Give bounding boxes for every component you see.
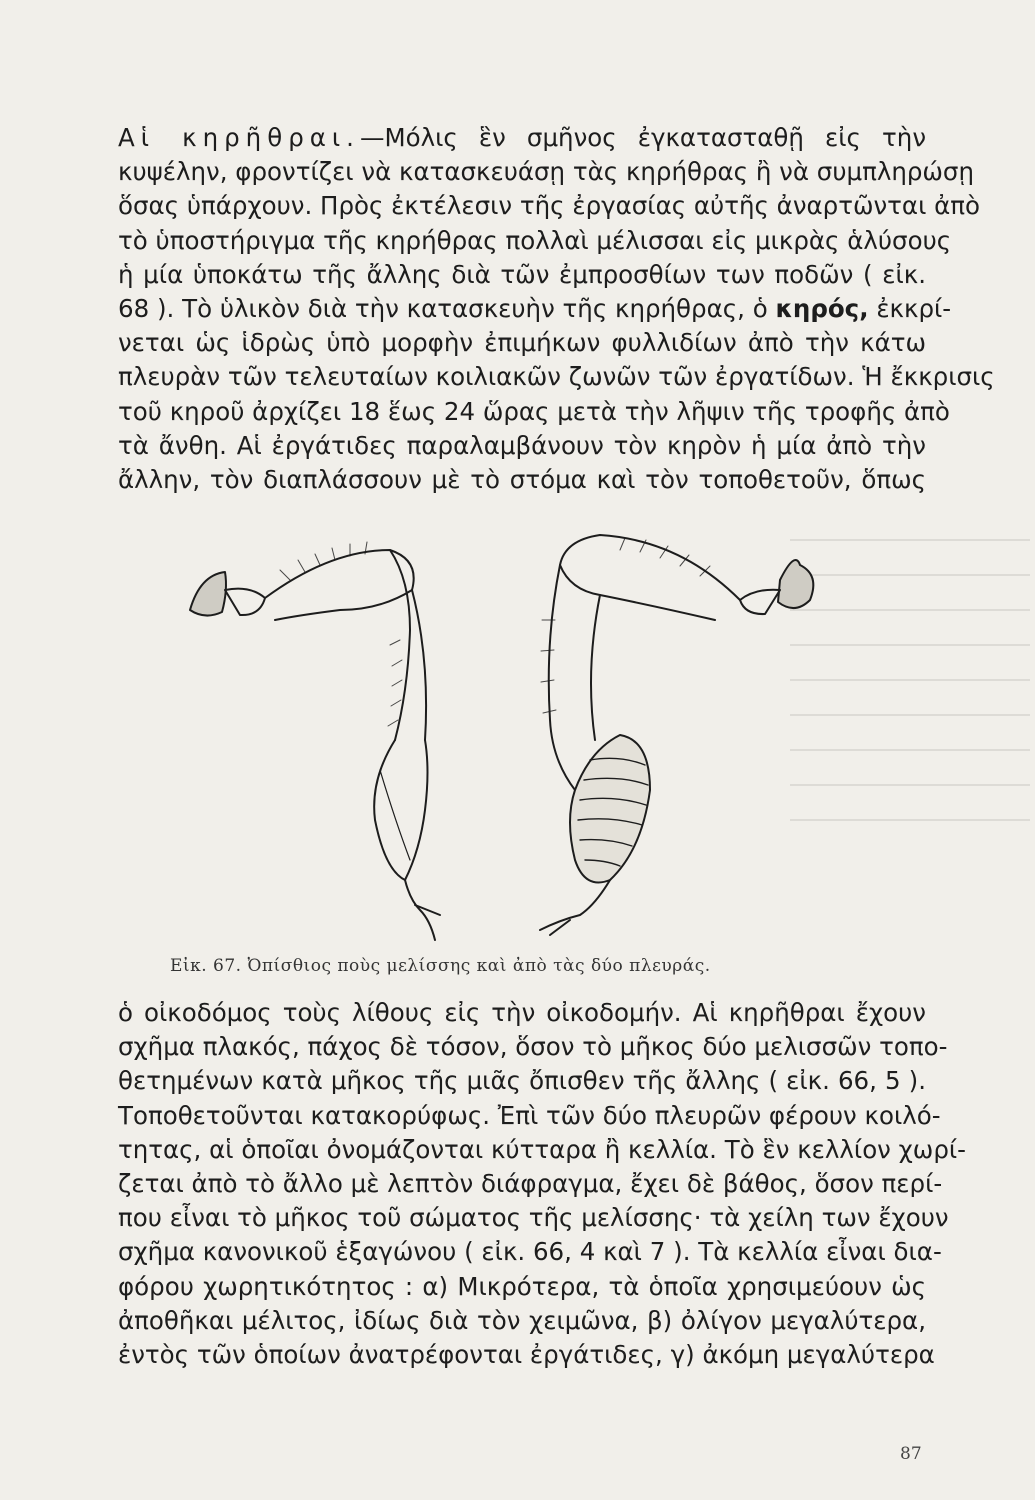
- text-line: ἀποθῆκαι μέλιτος, ἰδίως διὰ τὸν χειμῶνα, β) ὀλίγον μεγαλύτερα,: [118, 1305, 926, 1335]
- paragraph-top: [118, 121, 995, 497]
- paragraph-bottom: [118, 996, 967, 1372]
- right-leg-drawing: [540, 535, 813, 935]
- text-line: κυψέλην, φροντίζει νὰ κατασκευάσῃ τὰς κηρήθρας ἢ νὰ συμπληρώσῃ: [118, 157, 974, 187]
- text-line: Τοποθετοῦνται κατακορύφως. Ἐπὶ τῶν δύο πλευρῶν φέρουν κοιλό-: [118, 1100, 941, 1130]
- left-leg-drawing: [190, 542, 440, 940]
- text-line: φόρου χωρητικότητος : α) Μικρότερα, τὰ ὁποῖα χρησιμεύουν ὡς: [118, 1271, 926, 1301]
- text-line: ἡ μία ὑποκάτω τῆς ἄλλης διὰ τῶν ἐμπροσθίων των ποδῶν ( εἰκ.: [118, 259, 926, 289]
- text-line: που εἶναι τὸ μῆκος τοῦ σώματος τῆς μελίσσης· τὰ χείλη των ἔχουν: [118, 1203, 949, 1233]
- text-line: θετημένων κατὰ μῆκος τῆς μιᾶς ὄπισθεν τῆς ἄλλης ( εἰκ. 66, 5 ).: [118, 1066, 926, 1096]
- text-line: 68 ). Τὸ ὑλικὸν διὰ τὴν κατασκευὴν τῆς κηρήθρας, ὁ κηρός, ἐκκρί-: [118, 294, 952, 324]
- text-line: νεται ὡς ἱδρὼς ὑπὸ μορφὴν ἐπιμήκων φυλλιδίων ἀπὸ τὴν κάτω: [118, 328, 926, 358]
- text-line: τοῦ κηροῦ ἀρχίζει 18 ἕως 24 ὥρας μετὰ τὴν λῆψιν τῆς τροφῆς ἀπὸ: [118, 396, 950, 426]
- text-line: τητας, αἱ ὁποῖαι ὀνομάζονται κύτταρα ἢ κελλία. Τὸ ἓν κελλίον χωρί-: [118, 1134, 967, 1164]
- figure-caption: Εἰκ. 67. Ὀπίσθιος ποὺς μελίσσης καὶ ἀπὸ τὰς δύο πλευράς.: [170, 956, 711, 976]
- text-line: ὁ οἰκοδόμος τοὺς λίθους εἰς τὴν οἰκοδομήν. Αἱ κηρῆθραι ἔχουν: [118, 998, 926, 1027]
- text-line: τὰ ἄνθη. Αἱ ἐργάτιδες παραλαμβάνουν τὸν κηρὸν ἡ μία ἀπὸ τὴν: [118, 430, 926, 460]
- text-line: ζεται ἀπὸ τὸ ἄλλο μὲ λεπτὸν διάφραγμα, ἔχει δὲ βάθος, ὅσον περί-: [118, 1169, 943, 1199]
- text-line: τὸ ὑποστήριγμα τῆς κηρήθρας πολλαὶ μέλισσαι εἰς μικρὰς ἁλύσους: [118, 225, 952, 255]
- text-line: ἐντὸς τῶν ὁποίων ἀνατρέφονται ἐργάτιδες, γ) ἀκόμη μεγαλύτερα: [118, 1340, 935, 1370]
- text-line: Αἱ κηρῆθραι.—Μόλις ἓν σμῆνος ἐγκατασταθῇ εἰς τὴν: [118, 123, 927, 152]
- bee-leg-figure: [180, 520, 840, 950]
- text-line: ἄλλην, τὸν διαπλάσσουν μὲ τὸ στόμα καὶ τὸν τοποθετοῦν, ὅπως: [118, 465, 926, 495]
- text-line: σχῆμα πλακός, πάχος δὲ τόσον, ὅσον τὸ μῆκος δύο μελισσῶν τοπο-: [118, 1032, 948, 1062]
- text-line: ὅσας ὑπάρχουν. Πρὸς ἐκτέλεσιν τῆς ἐργασίας αὐτῆς ἀναρτῶνται ἀπὸ: [118, 191, 981, 221]
- page-number: 87: [900, 1444, 922, 1464]
- bold-term: κηρός,: [775, 294, 869, 324]
- section-heading: Αἱ κηρῆθραι.: [118, 123, 360, 152]
- text-line: σχῆμα κανονικοῦ ἑξαγώνου ( εἰκ. 66, 4 καὶ 7 ). Τὰ κελλία εἶναι δια-: [118, 1237, 942, 1267]
- text-line: πλευρὰν τῶν τελευταίων κοιλιακῶν ζωνῶν τῶν ἐργατίδων. Ἡ ἔκκρισις: [118, 362, 995, 392]
